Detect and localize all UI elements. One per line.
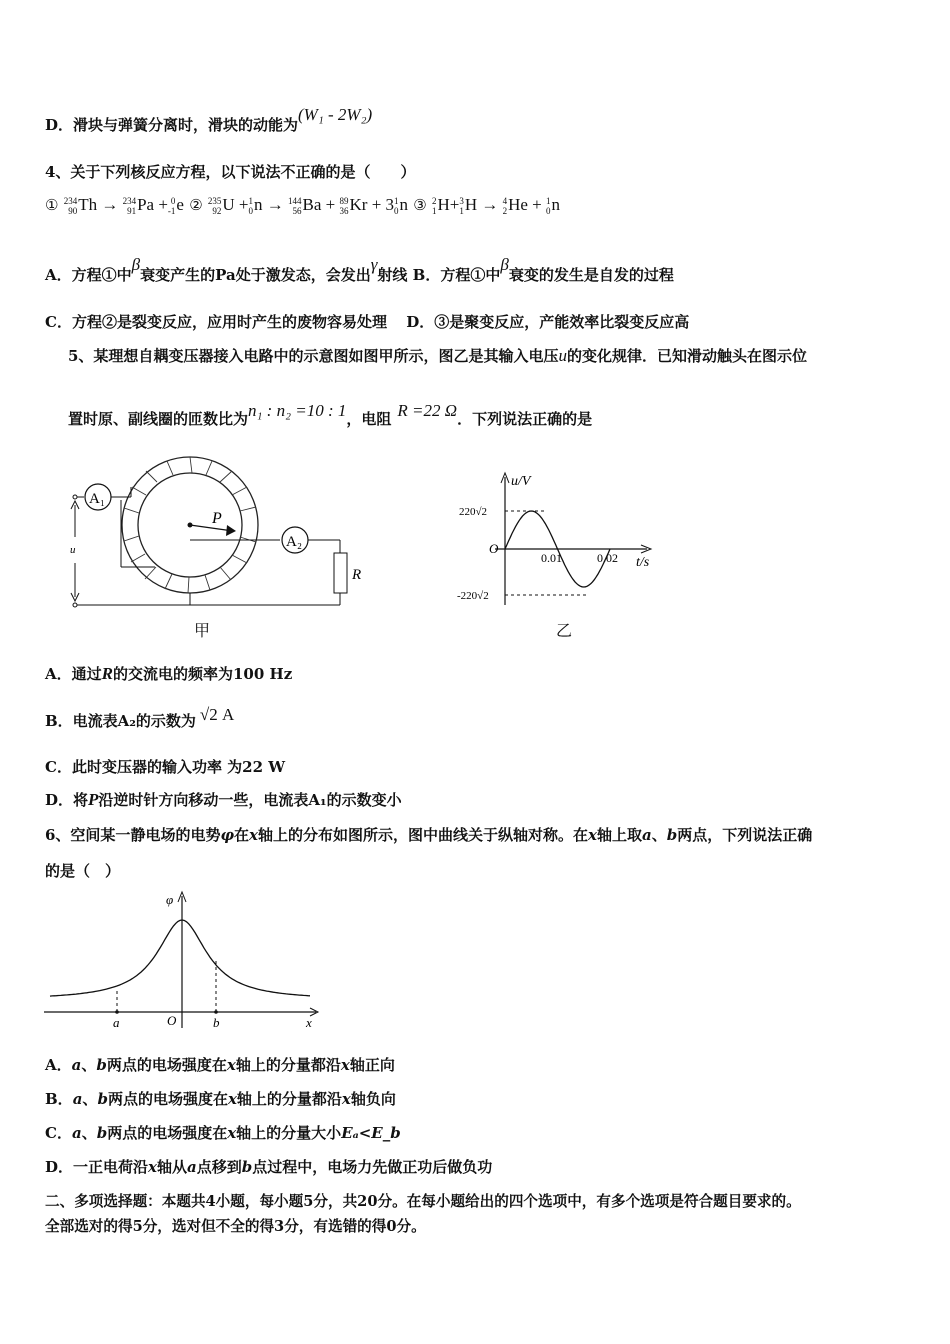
q5-stem-text: 5、某理想自耦变压器接入电路中的示意图如图甲所示，图乙是其输入电压 — [68, 347, 559, 365]
q6-option-d — [45, 1158, 492, 1176]
q4-options-cd — [45, 313, 689, 331]
q6-stem-line2: 的是（ ） — [45, 862, 121, 880]
q5-option-d-var: P — [88, 790, 99, 809]
section2-line1: 二、多项选择题：本题共4小题，每小题5分，共20分。在每小题给出的四个选项中，有多个选项是符合题目要求的。 — [45, 1193, 801, 1210]
q6-x: x — [588, 826, 597, 844]
waveform-t2: 0.02 — [597, 551, 618, 565]
q6-x: x — [227, 1124, 237, 1142]
q4-option-a-end: 射线 — [377, 266, 408, 284]
eq1: 234 90 Th → 234 91 Pa + 0 -1 e — [63, 195, 184, 217]
q5-option-d-end: 沿逆时针方向移动一些，电流表A₁的示数变小 — [98, 791, 402, 809]
q6-x: x — [340, 1056, 350, 1074]
graph-phi-label: φ — [166, 892, 174, 907]
figure-transformer-circuit — [55, 445, 385, 645]
q6-x: x — [227, 1090, 237, 1108]
eq3-label: ③ — [413, 196, 427, 214]
eq3: 2 1 H+ 3 1 H → 4 2 He + 1 0 n — [431, 195, 561, 217]
q5-option-a-var: R — [101, 664, 113, 683]
q5-option-b-pre: B．电流表A₂的示数为 — [45, 712, 196, 730]
potential-curve — [50, 920, 310, 996]
q3-option-d-text: D．滑块与弹簧分离时，滑块的动能为 — [45, 116, 299, 134]
graph-a-label: a — [113, 1015, 120, 1030]
q6-a: a — [71, 1056, 82, 1074]
waveform-ymin: -220√2 — [457, 590, 489, 602]
q6-option-c-ineq: Eₐ<E_b — [341, 1124, 401, 1142]
q6-option-d-mid: 轴从 — [156, 1158, 187, 1176]
waveform-t1: 0.01 — [541, 551, 562, 565]
q6-sep: 、 — [651, 826, 667, 844]
q6-option-a-end: 轴正向 — [349, 1056, 395, 1074]
q6-a: a — [641, 826, 652, 844]
q5-option-a — [45, 665, 292, 683]
q6-option-b-pre: B． — [45, 1090, 73, 1108]
graph-origin-label: O — [167, 1013, 177, 1028]
q6-mid2: 轴上的分量都沿 — [236, 1090, 342, 1108]
q5-stem-line2 — [68, 401, 593, 428]
q6-option-c-mid2: 轴上的分量大小 — [236, 1124, 342, 1142]
q4-equations — [45, 196, 560, 216]
q5-stem2-mid: ，电阻 — [346, 410, 392, 428]
q5-stem-line1 — [68, 347, 807, 365]
q6-b: b — [96, 1124, 108, 1142]
q6-option-d-mid2: 点移到 — [196, 1158, 242, 1176]
waveform-ymax: 220√2 — [459, 506, 488, 518]
q6-mid1: 两点的电场强度在 — [107, 1124, 228, 1142]
q4-stem: 4、关于下列核反应方程，以下说法不正确的是（ ） — [45, 163, 416, 181]
q5-option-d — [45, 791, 402, 809]
q4-option-b-end: 衰变的发生是自发的过程 — [508, 266, 674, 284]
q6-x: x — [148, 1158, 157, 1176]
q6-mid2: 轴上的分量都沿 — [235, 1056, 341, 1074]
q6-a: a — [71, 1124, 82, 1142]
slider-label-p: P — [212, 510, 222, 527]
q5-stem2-end: ．下列说法正确的是 — [457, 410, 593, 428]
q6-b: b — [666, 826, 678, 844]
q6-stem-mid2: 轴上的分布如图所示，图中曲线关于纵轴对称。在 — [258, 826, 589, 844]
q5-option-c: C．此时变压器的输入功率 为22 W — [45, 758, 286, 776]
q6-a: a — [72, 1090, 83, 1108]
voltage-label-u: u — [70, 544, 76, 556]
q6-option-a — [45, 1056, 395, 1074]
resistance-value: R =22 Ω — [397, 401, 458, 420]
q6-b: b — [97, 1090, 108, 1108]
q6-option-c — [45, 1124, 401, 1142]
q6-mid1: 两点的电场强度在 — [106, 1056, 227, 1074]
q6-option-d-pre: D．一正电荷沿 — [45, 1158, 149, 1176]
graph-x-label: x — [306, 1015, 312, 1030]
q5-stem2-text: 置时原、副线圈的匝数比为 — [68, 410, 249, 428]
q5-var-u: u — [558, 346, 567, 365]
q4-option-c: C．方程②是裂变反应，应用时产生的废物容易处理 — [45, 313, 387, 331]
figure-caption-yi: 乙 — [556, 621, 573, 640]
q6-option-a-pre: A． — [45, 1056, 72, 1074]
q6-option-b-end: 轴负向 — [350, 1090, 396, 1108]
q6-stem-mid3: 轴上取 — [596, 826, 642, 844]
eq2: 235 92 U + 1 0 n → 144 56 Ba + 89 36 Kr + 3 1 0 n — [207, 195, 409, 217]
figure-caption-jia: 甲 — [194, 621, 211, 640]
q6-sep: 、 — [82, 1090, 98, 1108]
gamma-symbol: γ — [370, 255, 378, 274]
q6-option-c-pre: C． — [45, 1124, 72, 1142]
beta-symbol: β — [500, 255, 509, 274]
q6-x: x — [341, 1090, 351, 1108]
q3-option-d — [45, 105, 373, 134]
q6-a: a — [186, 1158, 197, 1176]
waveform-y-label: u/V — [511, 474, 531, 489]
q6-phi: φ — [220, 826, 235, 844]
q4-option-a: A．方程①中 — [45, 266, 132, 284]
q4-options-ab — [45, 255, 674, 284]
q5-stem-end: 的变化规律．已知滑动触头在图示位 — [566, 347, 807, 365]
figure-potential-graph — [42, 888, 332, 1033]
q6-mid1: 两点的电场强度在 — [107, 1090, 228, 1108]
q6-sep: 、 — [81, 1056, 97, 1074]
resistor-r — [334, 553, 347, 593]
q6-x: x — [249, 826, 258, 844]
q6-sep: 、 — [81, 1124, 97, 1142]
q6-stem-mid: 在 — [234, 826, 250, 844]
q6-stem-text: 6、空间某一静电场的电势 — [45, 826, 221, 844]
q4-option-b: B．方程①中 — [412, 266, 501, 284]
waveform-x-label: t/s — [636, 555, 650, 570]
q6-b: b — [241, 1158, 253, 1176]
ammeter-a2-label: A₂ — [286, 534, 303, 550]
q5-option-d-pre: D．将 — [45, 791, 89, 809]
q3-option-d-formula: (W₁ - 2W₂) — [298, 105, 373, 124]
q6-b: b — [96, 1056, 107, 1074]
beta-symbol: β — [131, 255, 141, 274]
ammeter-a1-label: A₁ — [89, 491, 106, 507]
q6-x: x — [226, 1056, 236, 1074]
q5-option-a-end: 的交流电的频率为100 Hz — [112, 665, 293, 683]
section2-line2: 全部选对的得5分，选对但不全的得3分，有选错的得0分。 — [45, 1218, 426, 1235]
q6-stem-line1 — [45, 826, 812, 844]
q6-option-b — [45, 1090, 396, 1108]
q6-option-d-end: 点过程中，电场力先做正功后做负功 — [252, 1158, 493, 1176]
q4-option-a-mid: 衰变产生的Pa处于激发态，会发出 — [140, 266, 371, 284]
figure-voltage-waveform — [455, 465, 675, 615]
graph-b-label: b — [213, 1015, 220, 1030]
q5-option-a-pre: A．通过 — [45, 665, 102, 683]
q5-option-b — [45, 705, 235, 730]
waveform-origin: O — [489, 541, 499, 556]
resistor-r-label: R — [352, 567, 362, 583]
eq2-label: ② — [189, 196, 203, 214]
q6-stem-end: 两点，下列说法正确 — [677, 826, 813, 844]
q5-option-b-math: √2 A — [199, 705, 235, 724]
q4-option-d: D．③是聚变反应，产能效率比裂变反应高 — [406, 313, 690, 331]
turns-ratio: n₁ : n₂ =10 : 1 — [248, 401, 347, 420]
eq1-label: ① — [45, 196, 59, 214]
